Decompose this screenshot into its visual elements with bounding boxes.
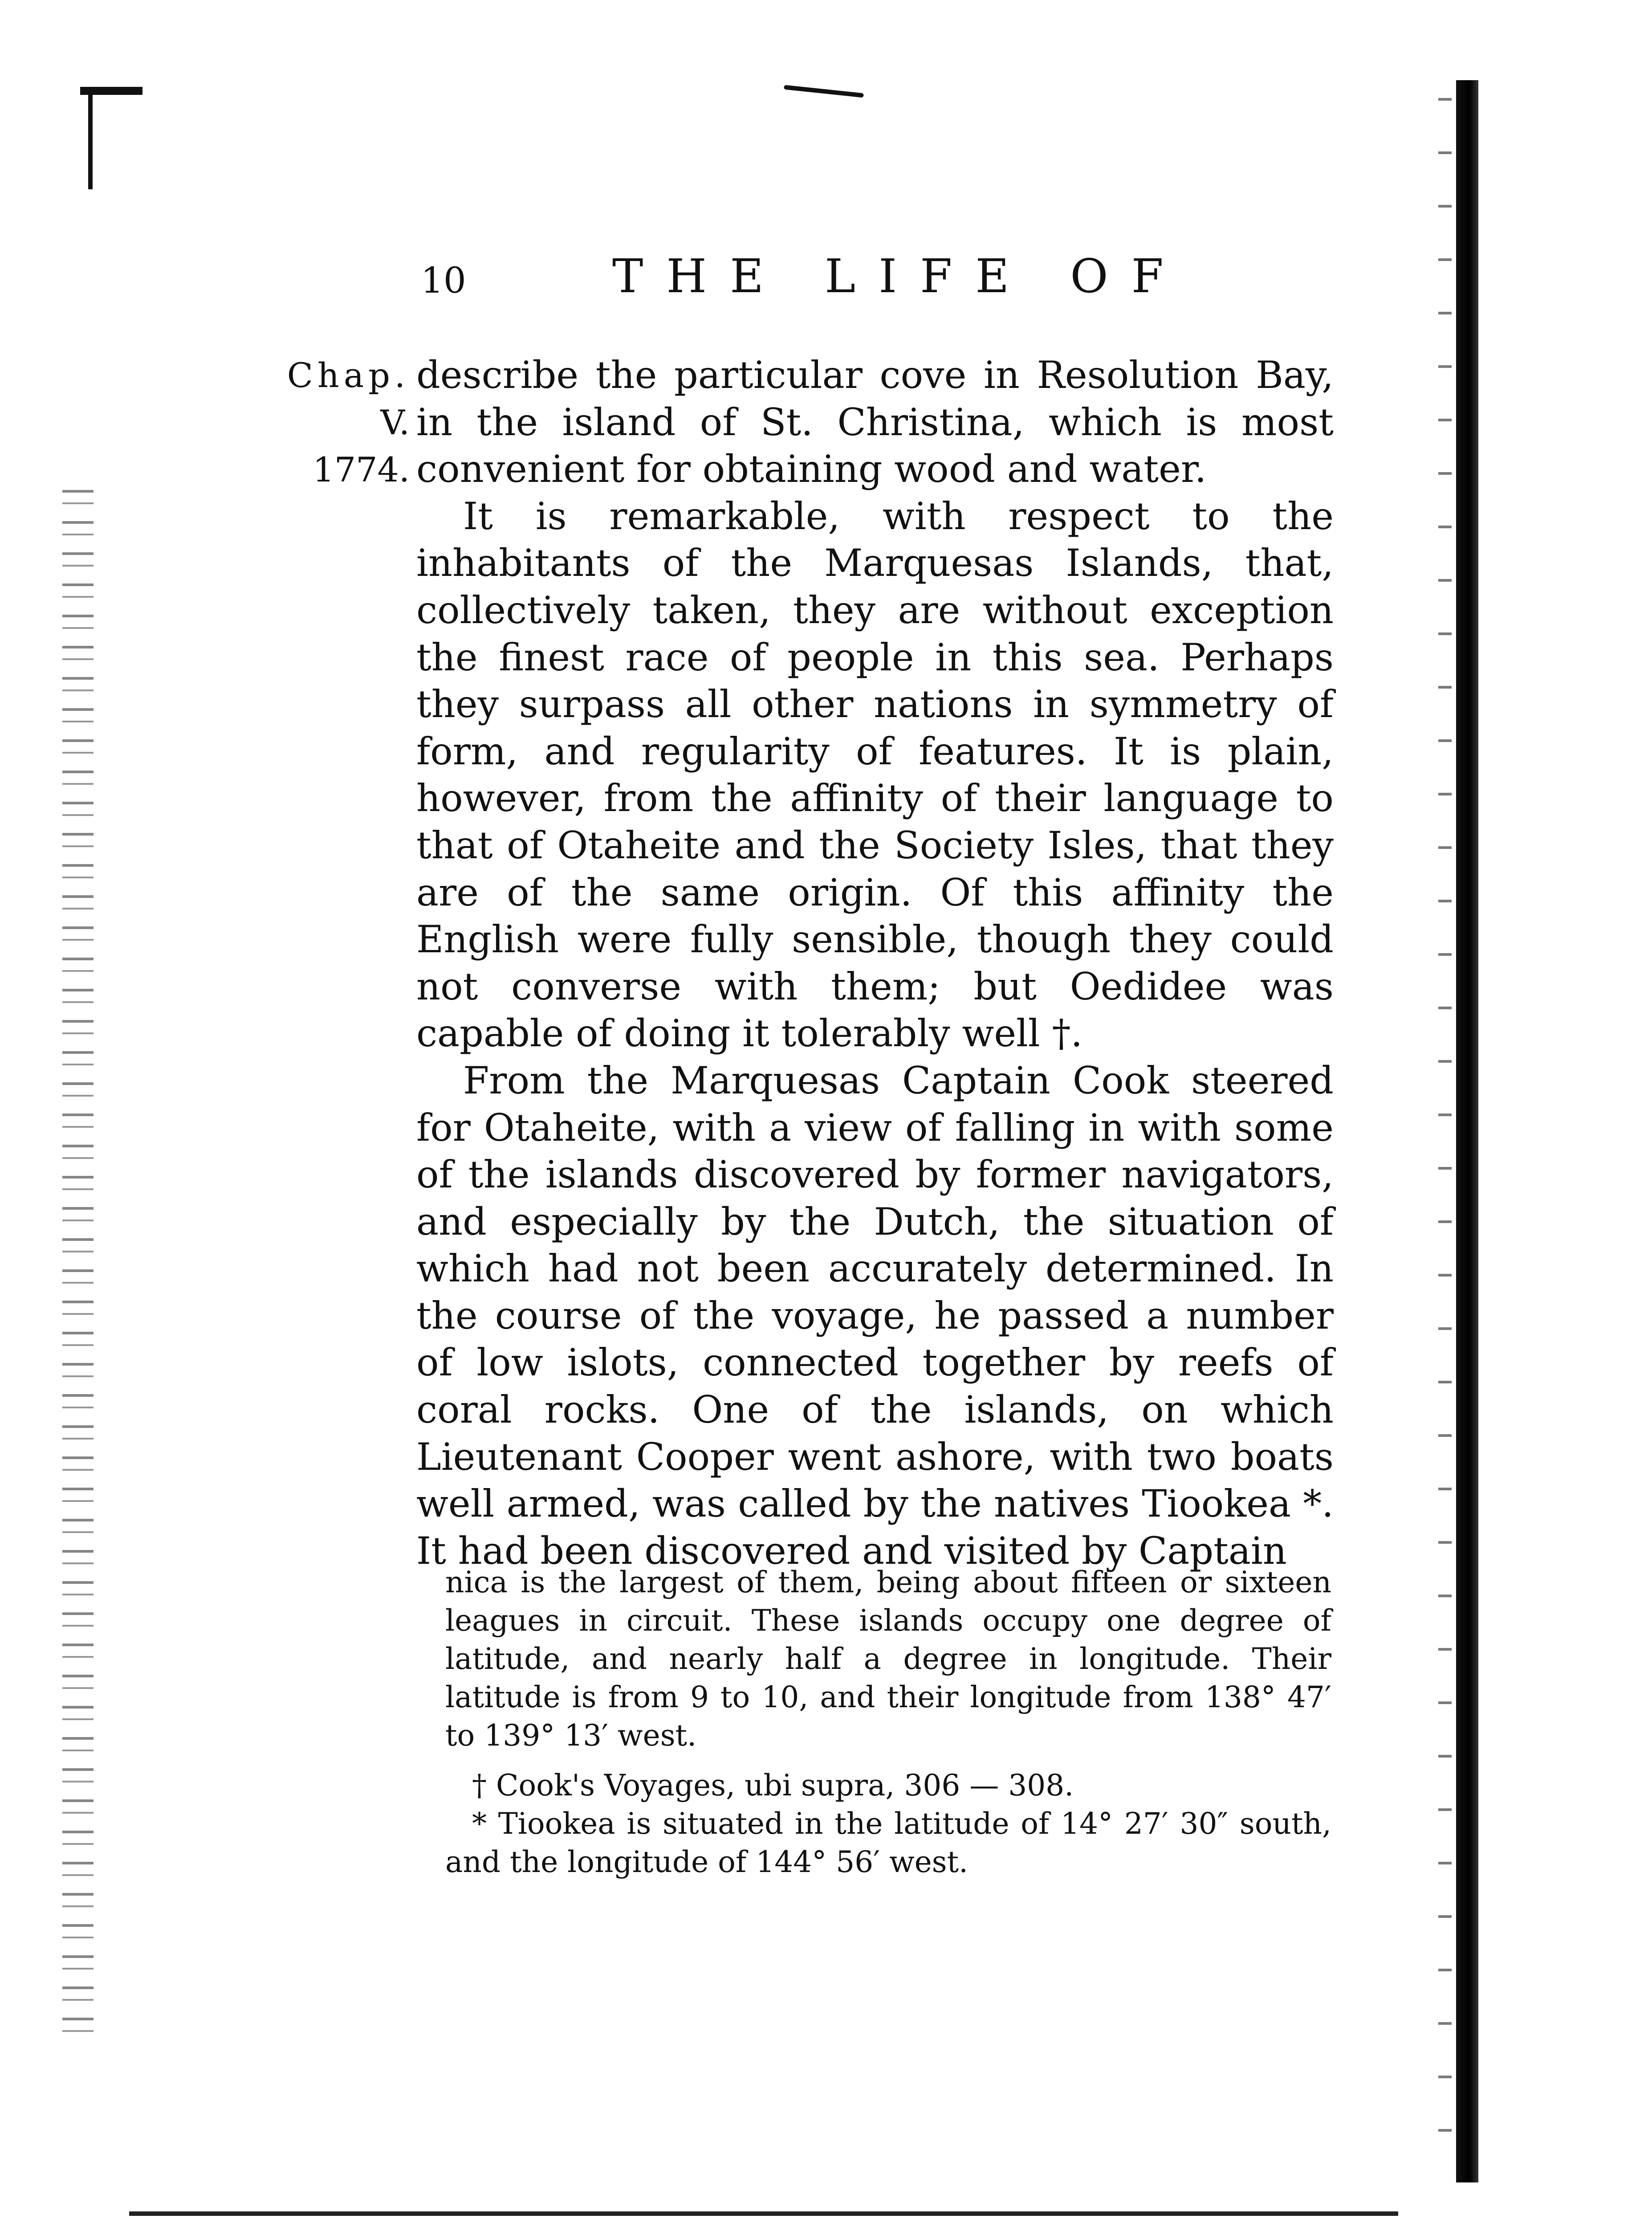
- margin-chapter-number: V.: [380, 403, 410, 442]
- page-number: 10: [421, 260, 466, 301]
- running-head: THE LIFE OF: [612, 249, 1187, 303]
- margin-year: 1774.: [313, 450, 410, 489]
- margin-chapter: Chap.: [287, 355, 410, 395]
- bottom-edge-line: [129, 2211, 1398, 2216]
- paragraph: It is remarkable, with respect to the inhabitants of the Marquesas Islands, that, collectively taken, they are without exception the finest race of people in this sea. Perhaps they surpass all other nations in symmetry of form, and regularity of features. It is plain, however, from the affinity of their language to that of Otaheite and the Society Isles, that they are of the same origin. Of this affinity the English were fully sensible, though they could not converse with them; but Oedidee was capable of doing it tolerably well †.: [416, 494, 1334, 1056]
- ink-mark: [784, 85, 864, 98]
- scan-edge-shadow: [1456, 80, 1478, 2182]
- footnote: † Cook's Voyages, ubi supra, 306 — 308.: [472, 1768, 1074, 1803]
- scan-edge-mark: [88, 87, 93, 189]
- paragraph: describe the particular cove in Resolution Bay, in the island of St. Christina, which is most convenient for obtaining wood and water.: [416, 353, 1334, 491]
- binding-shadow: [62, 490, 94, 2049]
- footnotes: [445, 1563, 1331, 1881]
- footnote: nica is the largest of them, being about fifteen or sixteen leagues in circuit. These islands occupy one degree of latitude, and nearly half a degree in longitude. Their latitude is from 9 to 10, and their longitude from 138° 47′ to 139° 13′ west.: [445, 1565, 1331, 1753]
- margin-notes: [249, 352, 410, 494]
- footnote: * Tiookea is situated in the latitude of 14° 27′ 30″ south, and the longitude of 144° 56′ west.: [445, 1807, 1331, 1879]
- scan-edge-fragments: [1438, 80, 1452, 2182]
- paragraph: From the Marquesas Captain Cook steered for Otaheite, with a view of falling in with some of the islands discovered by former navigators, and especially by the Dutch, the situation of which had not been accurately determined. In the course of the voyage, he passed a number of low islots, connected together by reefs of coral rocks. One of the islands, on which Lieutenant Cooper went ashore, with two boats well armed, was called by the natives Tiookea *. It had been discovered and visited by Captain: [416, 1058, 1334, 1573]
- body-text: [416, 352, 1334, 1574]
